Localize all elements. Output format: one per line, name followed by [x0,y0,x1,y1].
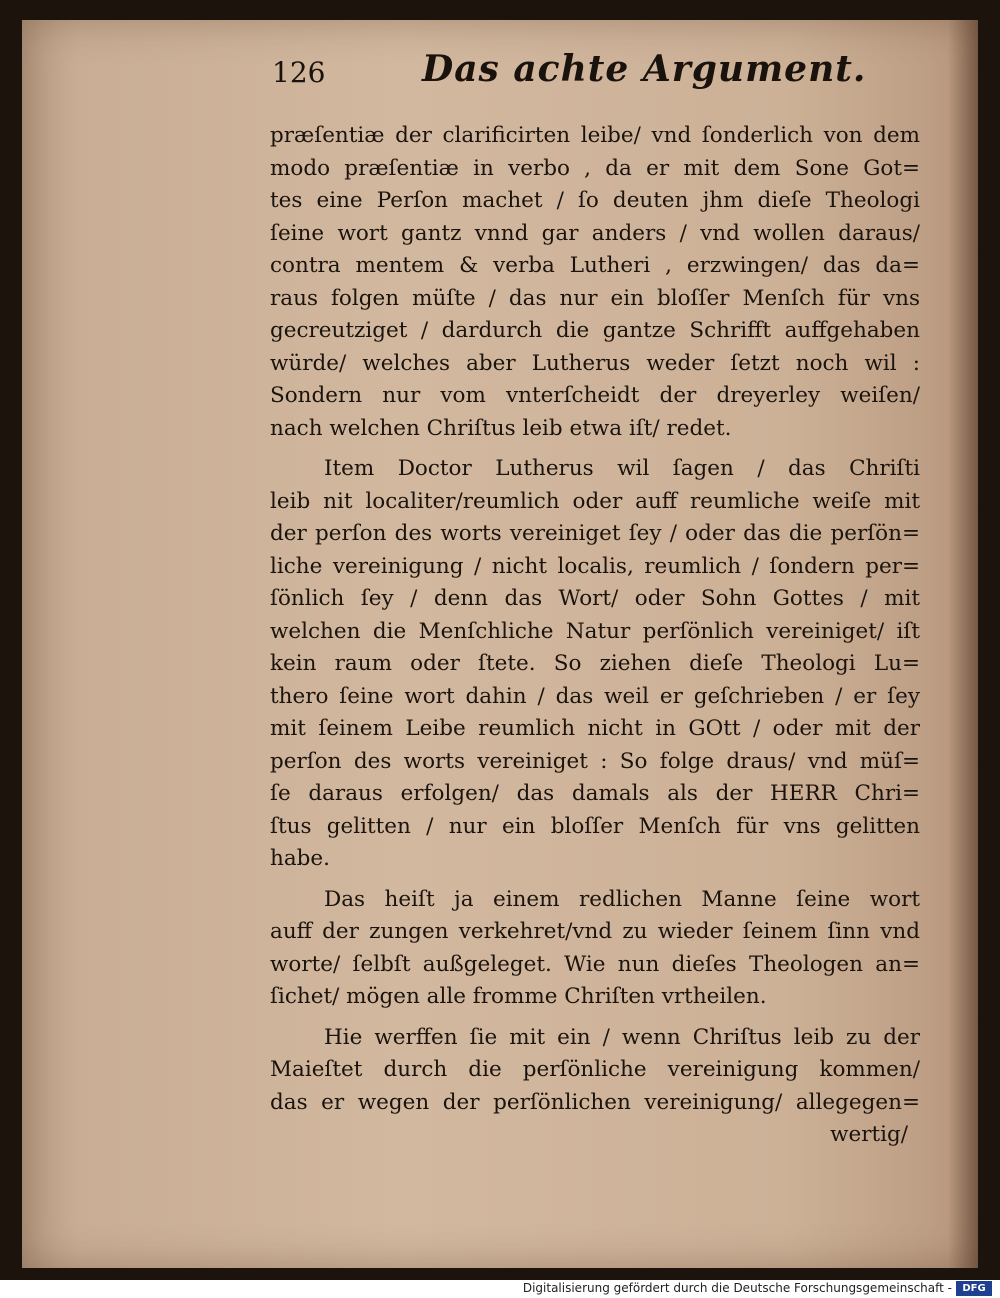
text-line: nach welchen Chriſtus leib etwa iſt/ redet. [270,415,732,441]
text-line: contra mentem & verba Lutheri , erzwingen/ das da= [270,253,920,278]
text-line: mit ſeinem Leibe reumlich nicht in GOtt / oder mit der [270,716,920,741]
text-line: Item Doctor Lutherus wil ſagen / das Chriſti [324,456,920,481]
text-line: ſtus gelitten / nur ein bloſſer Menſch für vns gelitten [270,813,920,839]
text-line: würde/ welches aber Lutherus weder ſetzt noch wil : [270,350,920,376]
text-line: Das heiſt ja einem redlichen Manne ſeine wort [324,886,920,912]
funding-credit: Digitalisierung gefördert durch die Deutsche Forschungsgemeinschaft - [522,1281,952,1295]
text-line: thero ſeine wort dahin / das weil er geſchrieben / er ſey [270,683,920,709]
text-line: liche vereinigung / nicht localis, reumlich / ſondern per= [270,553,920,579]
text-line: auff der zungen verkehret/vnd zu wieder ſeinem ſinn vnd [270,919,920,944]
text-line: modo præſentiæ in verbo , da er mit dem Sone Got= [270,155,920,181]
paragraph-1 [270,120,920,445]
body-text [270,120,920,1160]
text-line: ſönlich ſey / denn das Wort/ oder Sohn Gottes / mit [270,586,920,611]
text-line: præſentiæ der clarificirten leibe/ vnd ſonderlich von dem [270,123,920,148]
page-number: 126 [272,56,326,89]
digitization-footer [0,1280,1000,1298]
text-line: raus folgen müſte / das nur ein bloſſer Menſch für vns [270,285,920,311]
text-line: perſon des worts vereiniget : So folge draus/ vnd müſ= [270,748,920,774]
text-line: gecreutziget / dardurch die gantze Schrifft auffgehaben [270,318,920,343]
text-line: welchen die Menſchliche Natur perſönlich vereiniget/ iſt [270,618,920,644]
running-title: Das achte Argument. [422,48,867,90]
text-line: kein raum oder ſtete. So ziehen dieſe Theologi Lu= [270,651,920,676]
text-line: worte/ ſelbſt außgeleget. Wie nun dieſes Theologen an= [270,951,920,977]
paragraph-4 [270,1022,920,1152]
text-line: habe. [270,846,330,871]
text-line: ſe daraus erfolgen/ das damals als der HERR Chri= [270,781,920,806]
text-line: Maieſtet durch die perſönliche vereinigung kommen/ [270,1057,920,1082]
text-line: ſeine wort gantz vnnd gar anders / vnd wollen daraus/ [270,220,920,246]
text-line: ſichet/ mögen alle fromme Chriſten vrtheilen. [270,984,767,1009]
page-gutter-shadow [948,20,978,1268]
page-header [272,48,872,108]
catchword: wertig/ [830,1122,908,1147]
dfg-logo: DFG [956,1281,992,1296]
text-line: tes eine Perſon machet / ſo deuten jhm dieſe Theologi [270,188,920,213]
paragraph-2 [270,453,920,876]
text-line: leib nit localiter/reumlich oder auff reumliche weiſe mit [270,488,920,514]
text-line: das er wegen der perſönlichen vereinigung/ allegegen= [270,1089,920,1115]
text-line: der perſon des worts vereiniget ſey / oder das die perſön= [270,521,920,546]
text-line: Hie werffen ſie mit ein / wenn Chriſtus leib zu der [324,1024,920,1050]
text-line: Sondern nur vom vnterſcheidt der dreyerley weiſen/ [270,383,920,408]
paragraph-3 [270,884,920,1014]
